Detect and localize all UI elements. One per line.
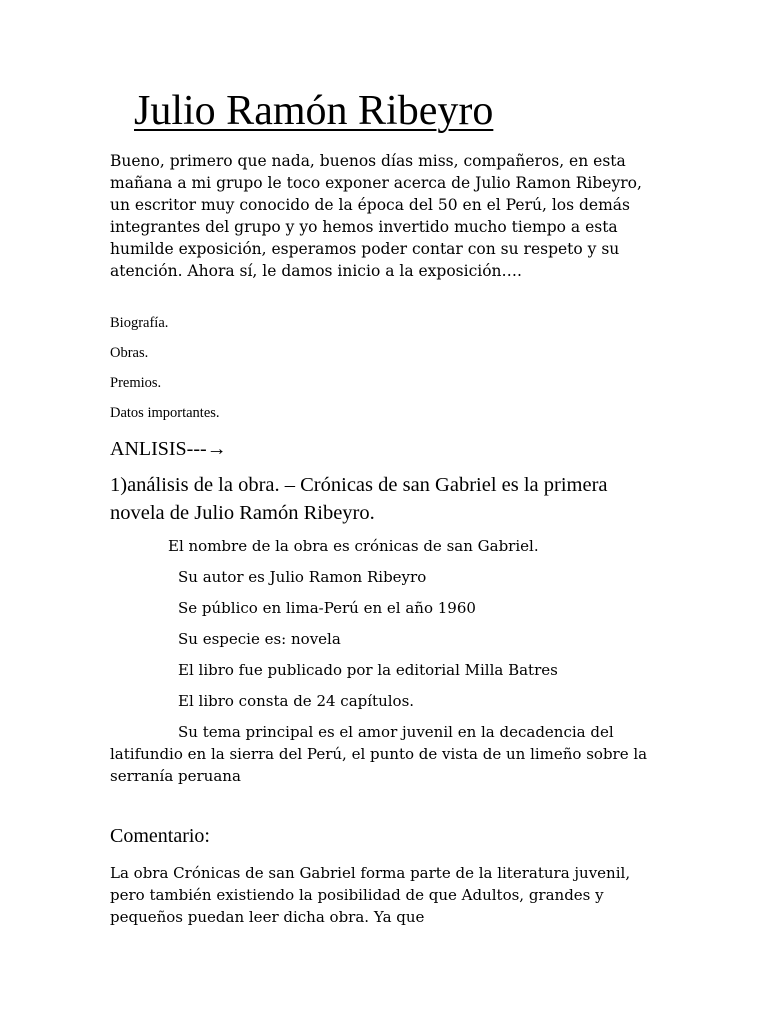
section-item-datos: Datos importantes. <box>110 405 220 421</box>
fact-item: Se público en lima-Perú en el año 1960 <box>178 599 476 617</box>
facts-list <box>110 535 655 787</box>
fact-item: El libro fue publicado por la editorial Milla Batres <box>178 661 558 679</box>
document-title: Julio Ramón Ribeyro <box>134 88 494 134</box>
intro-paragraph: Bueno, primero que nada, buenos días miss, compañeros, en esta mañana a mi grupo le toco exponer acerca de Julio Ramon Ribeyro, un escritor muy conocido de la época del 50 en el Perú, los demás integrantes del grupo y yo hemos invertido mucho tiempo a esta humilde exposición, esperamos poder contar con su respeto y su atención. Ahora sí, le damos inicio a la exposición…. <box>110 152 642 280</box>
fact-item: El libro consta de 24 capítulos. <box>178 692 415 710</box>
comment-heading: Comentario: <box>110 825 210 847</box>
comment-paragraph: La obra Crónicas de san Gabriel forma parte de la literatura juvenil, pero también existiendo la posibilidad de que Adultos, grandes y pequeños puedan leer dicha obra. Ya que <box>110 864 631 926</box>
fact-item: Su tema principal es el amor juvenil en la decadencia del latifundio en la sierra del Perú, el punto de vista de un limeño sobre la serranía peruana <box>110 723 648 785</box>
fact-item: Su especie es: novela <box>178 630 341 648</box>
section-item-biografia: Biografía. <box>110 315 169 331</box>
section-item-obras: Obras. <box>110 345 149 361</box>
section-item-premios: Premios. <box>110 375 162 391</box>
analisis-heading: ANLISIS---→ <box>110 438 227 460</box>
analisis-intro: 1)análisis de la obra. – Crónicas de san Gabriel es la primera novela de Julio Ramón Ribeyro. <box>110 474 608 524</box>
section-list <box>110 312 220 432</box>
fact-item: El nombre de la obra es crónicas de san Gabriel. <box>168 537 539 555</box>
fact-item: Su autor es Julio Ramon Ribeyro <box>178 568 427 586</box>
